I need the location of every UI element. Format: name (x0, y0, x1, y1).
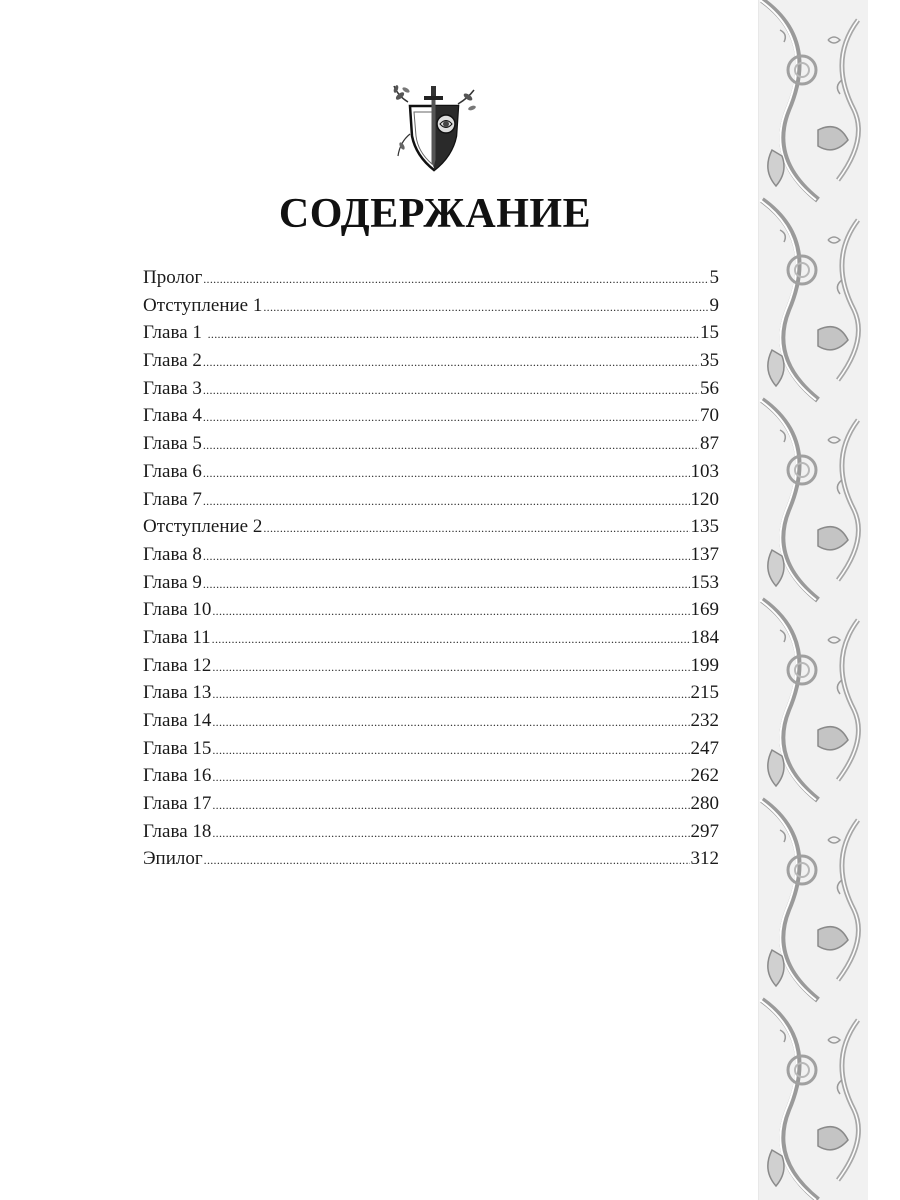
toc-entry-label: Глава 9 (143, 571, 202, 593)
toc-entry-label: Отступление 1 (143, 294, 263, 316)
toc-entry-digression-2[interactable] (143, 513, 719, 541)
table-of-contents (143, 264, 719, 873)
toc-entry-label: Глава 17 (143, 793, 212, 815)
toc-leader-dots (203, 347, 699, 375)
toc-entry-page: 153 (690, 571, 719, 593)
toc-entry-label: Глава 18 (143, 820, 212, 842)
toc-entry-label: Глава 6 (143, 460, 202, 482)
toc-entry-chapter-7[interactable] (143, 486, 719, 514)
toc-entry-page: 137 (690, 543, 719, 565)
toc-entry-page: 87 (700, 433, 719, 455)
toc-entry-chapter-11[interactable] (143, 624, 719, 652)
toc-entry-chapter-4[interactable] (143, 402, 719, 430)
toc-entry-label: Глава 10 (143, 599, 212, 621)
toc-entry-epilogue[interactable] (143, 845, 719, 873)
toc-entry-chapter-12[interactable] (143, 652, 719, 680)
toc-entry-digression-1[interactable] (143, 292, 719, 320)
toc-leader-dots (203, 458, 690, 486)
toc-entry-label: Глава 8 (143, 543, 202, 565)
toc-entry-chapter-18[interactable] (143, 818, 719, 846)
toc-entry-page: 297 (690, 820, 719, 842)
toc-entry-label: Глава 4 (143, 405, 202, 427)
toc-leader-dots (203, 541, 690, 569)
toc-entry-label: Глава 16 (143, 765, 212, 787)
toc-entry-label: Пролог (143, 267, 203, 288)
toc-entry-label: Глава 5 (143, 433, 202, 455)
toc-leader-dots (203, 430, 699, 458)
toc-entry-chapter-15[interactable] (143, 735, 719, 763)
toc-entry-page: 199 (690, 654, 719, 676)
toc-entry-label: Эпилог (143, 848, 203, 870)
toc-leader-dots (263, 292, 708, 320)
toc-entry-label: Глава 13 (143, 682, 212, 704)
toc-entry-label: Глава 11 (143, 626, 211, 648)
toc-entry-chapter-14[interactable] (143, 707, 719, 735)
toc-entry-page: 280 (690, 793, 719, 815)
toc-entry-chapter-16[interactable] (143, 762, 719, 790)
toc-leader-dots (203, 486, 690, 514)
toc-entry-label: Глава 14 (143, 710, 212, 731)
toc-leader-dots (212, 624, 690, 652)
toc-entry-page: 120 (690, 488, 719, 510)
toc-entry-page: 169 (690, 599, 719, 621)
floral-swirl-border-icon (758, 0, 868, 1200)
toc-entry-page: 56 (700, 377, 719, 399)
toc-entry-label: Глава 7 (143, 488, 202, 510)
toc-entry-chapter-9[interactable] (143, 569, 719, 597)
toc-leader-dots (212, 707, 689, 735)
toc-entry-chapter-1[interactable] (143, 319, 719, 347)
toc-entry-page: 135 (690, 516, 719, 538)
toc-entry-chapter-3[interactable] (143, 375, 719, 403)
toc-entry-chapter-5[interactable] (143, 430, 719, 458)
toc-entry-page: 215 (690, 682, 719, 704)
shield-sword-rose-icon (388, 84, 480, 176)
toc-leader-dots (203, 375, 699, 403)
page-title: СОДЕРЖАНИЕ (278, 191, 592, 237)
toc-entry-label: Глава 1 (143, 322, 207, 344)
toc-entry-chapter-6[interactable] (143, 458, 719, 486)
toc-entry-label: Глава 2 (143, 350, 202, 372)
toc-entry-label: Глава 15 (143, 737, 212, 759)
toc-leader-dots (212, 818, 689, 846)
toc-entry-page: 312 (690, 848, 719, 870)
toc-leader-dots (212, 679, 689, 707)
toc-entry-page: 103 (690, 460, 719, 482)
toc-leader-dots (204, 845, 690, 873)
toc-entry-page: 232 (690, 710, 719, 731)
toc-leader-dots (203, 569, 690, 597)
toc-entry-prologue[interactable] (143, 264, 719, 292)
toc-entry-page: 15 (700, 322, 719, 344)
toc-leader-dots (208, 319, 699, 347)
toc-leader-dots (203, 402, 699, 430)
toc-entry-page: 70 (700, 405, 719, 427)
toc-entry-label: Глава 12 (143, 654, 212, 676)
toc-entry-label: Глава 3 (143, 377, 202, 399)
toc-entry-page: 9 (709, 294, 719, 316)
toc-entry-chapter-8[interactable] (143, 541, 719, 569)
toc-leader-dots (203, 264, 708, 292)
toc-entry-chapter-17[interactable] (143, 790, 719, 818)
toc-leader-dots (212, 790, 689, 818)
toc-entry-label: Отступление 2 (143, 516, 263, 538)
toc-leader-dots (212, 735, 689, 763)
toc-entry-page: 247 (690, 737, 719, 759)
toc-entry-chapter-13[interactable] (143, 679, 719, 707)
toc-leader-dots (212, 762, 689, 790)
toc-leader-dots (263, 513, 689, 541)
toc-entry-chapter-2[interactable] (143, 347, 719, 375)
toc-entry-page: 35 (700, 350, 719, 372)
toc-leader-dots (212, 652, 689, 680)
toc-entry-page: 262 (690, 765, 719, 787)
toc-entry-page: 184 (690, 626, 719, 648)
toc-entry-chapter-10[interactable] (143, 596, 719, 624)
toc-leader-dots (212, 596, 689, 624)
toc-entry-page: 5 (709, 267, 719, 288)
